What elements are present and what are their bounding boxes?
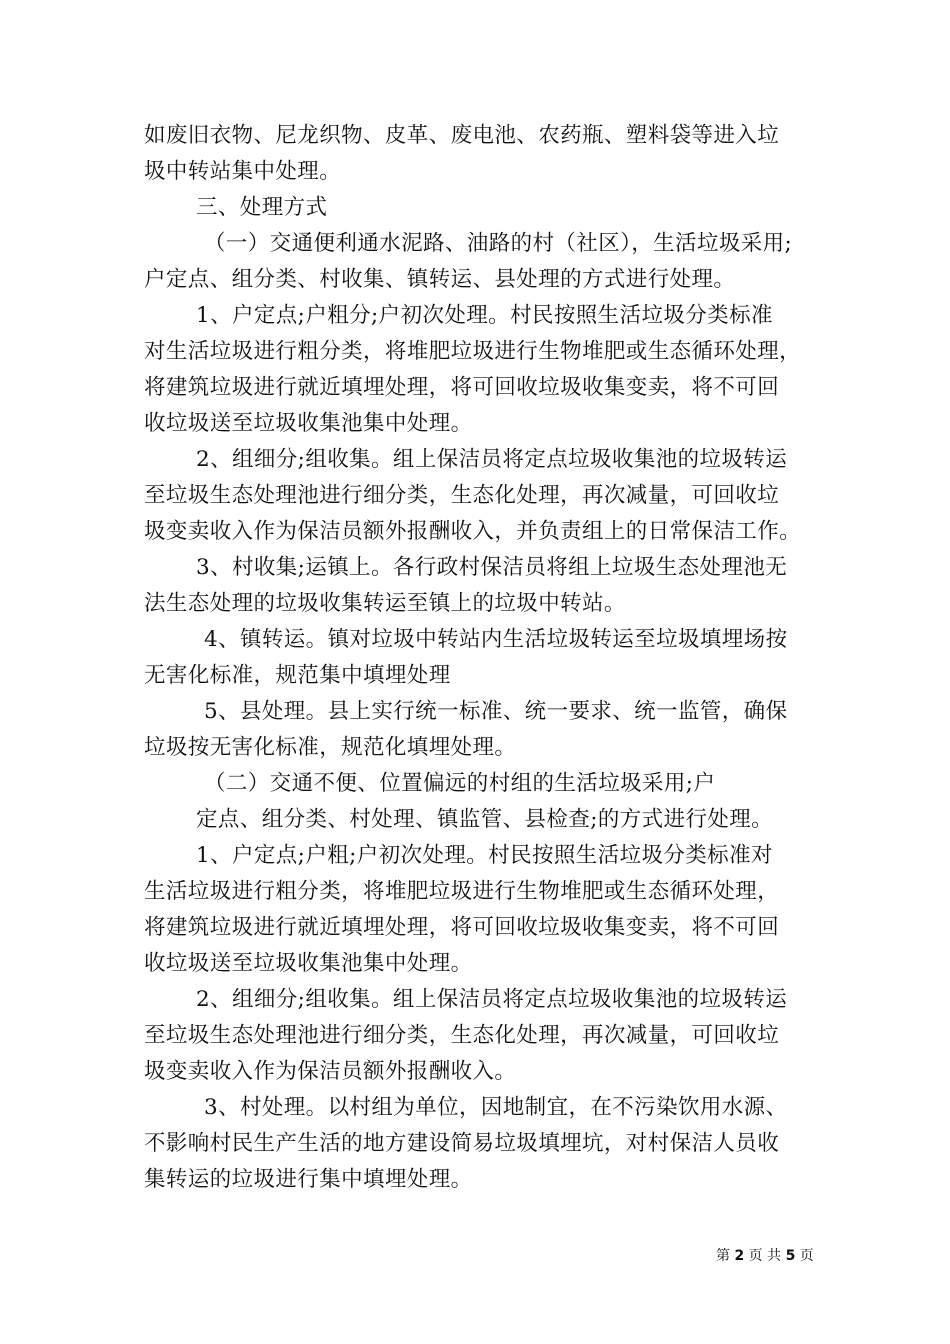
text-line: 无害化标准，规范集中填埋处理 (144, 663, 451, 688)
text-line: 圾中转站集中处理。 (144, 159, 342, 184)
text-line: 圾变卖收入作为保洁员额外报酬收入，并负责组上的日常保洁工作。 (144, 519, 802, 544)
text-line: 将建筑垃圾进行就近填埋处理，将可回收垃圾收集变卖，将不可回 (144, 915, 780, 940)
text-line: 圾变卖收入作为保洁员额外报酬收入。 (144, 1059, 517, 1084)
text-line: 垃圾按无害化标准，规范化填埋处理。 (144, 735, 517, 760)
paragraph-start: 1、户定点;户粗分;户初次处理。村民按照生活垃圾分类标准 (196, 303, 773, 328)
text-line: 对生活垃圾进行粗分类，将堆肥垃圾进行生物堆肥或生态循环处理， (144, 339, 802, 364)
paragraph-start: 3、村收集;运镇上。各行政村保洁员将组上垃圾生态处理池无 (196, 555, 788, 580)
paragraph-start: 2、组细分;组收集。组上保洁员将定点垃圾收集池的垃圾转运 (196, 987, 788, 1012)
text-line: 将建筑垃圾进行就近填埋处理，将可回收垃圾收集变卖，将不可回 (144, 375, 780, 400)
text-line: 至垃圾生态处理池进行细分类，生态化处理，再次减量，可回收垃 (144, 1023, 780, 1048)
body-text (144, 118, 812, 1198)
section-heading: 三、处理方式 (196, 195, 328, 220)
total-pages-number: 5 (785, 1248, 796, 1264)
text-line: 定点、组分类、村处理、镇监管、县检查;的方式进行处理。 (196, 807, 774, 832)
text-line: 至垃圾生态处理池进行细分类，生态化处理，再次减量，可回收垃 (144, 483, 780, 508)
paragraph-start: 2、组细分;组收集。组上保洁员将定点垃圾收集池的垃圾转运 (196, 447, 788, 472)
text-line: 户定点、组分类、村收集、镇转运、县处理的方式进行处理。 (144, 267, 736, 292)
text-line: 不影响村民生产生活的地方建设简易垃圾填埋坑，对村保洁人员收 (144, 1131, 780, 1156)
paragraph-start: 5、县处理。县上实行统一标准、统一要求、统一监管，确保 (204, 699, 788, 724)
paragraph-start: 1、户定点;户粗;户初次处理。村民按照生活垃圾分类标准对 (196, 843, 773, 868)
subsection-heading: （二）交通不便、位置偏远的村组的生活垃圾采用;户 (204, 771, 716, 796)
subsection-heading: （一）交通便利通水泥路、油路的村（社区），生活垃圾采用; (204, 231, 793, 256)
current-page-number: 2 (734, 1248, 745, 1264)
text-line: 如废旧衣物、尼龙织物、皮革、废电池、农药瓶、塑料袋等进入垃 (144, 123, 780, 148)
footer-middle: 页 共 (748, 1248, 782, 1264)
paragraph-start: 3、村处理。以村组为单位，因地制宜，在不污染饮用水源、 (204, 1095, 788, 1120)
text-line: 法生态处理的垃圾收集转运至镇上的垃圾中转站。 (144, 591, 626, 616)
footer-prefix: 第 (716, 1248, 730, 1264)
text-line: 生活垃圾进行粗分类，将堆肥垃圾进行生物堆肥或生态循环处理， (144, 879, 780, 904)
footer-suffix: 页 (799, 1248, 814, 1264)
page-number-footer (716, 1246, 814, 1266)
text-line: 收垃圾送至垃圾收集池集中处理。 (144, 951, 473, 976)
paragraph-start: 4、镇转运。镇对垃圾中转站内生活垃圾转运至垃圾填埋场按 (204, 627, 788, 652)
text-line: 集转运的垃圾进行集中填埋处理。 (144, 1167, 473, 1192)
text-line: 收垃圾送至垃圾收集池集中处理。 (144, 411, 473, 436)
